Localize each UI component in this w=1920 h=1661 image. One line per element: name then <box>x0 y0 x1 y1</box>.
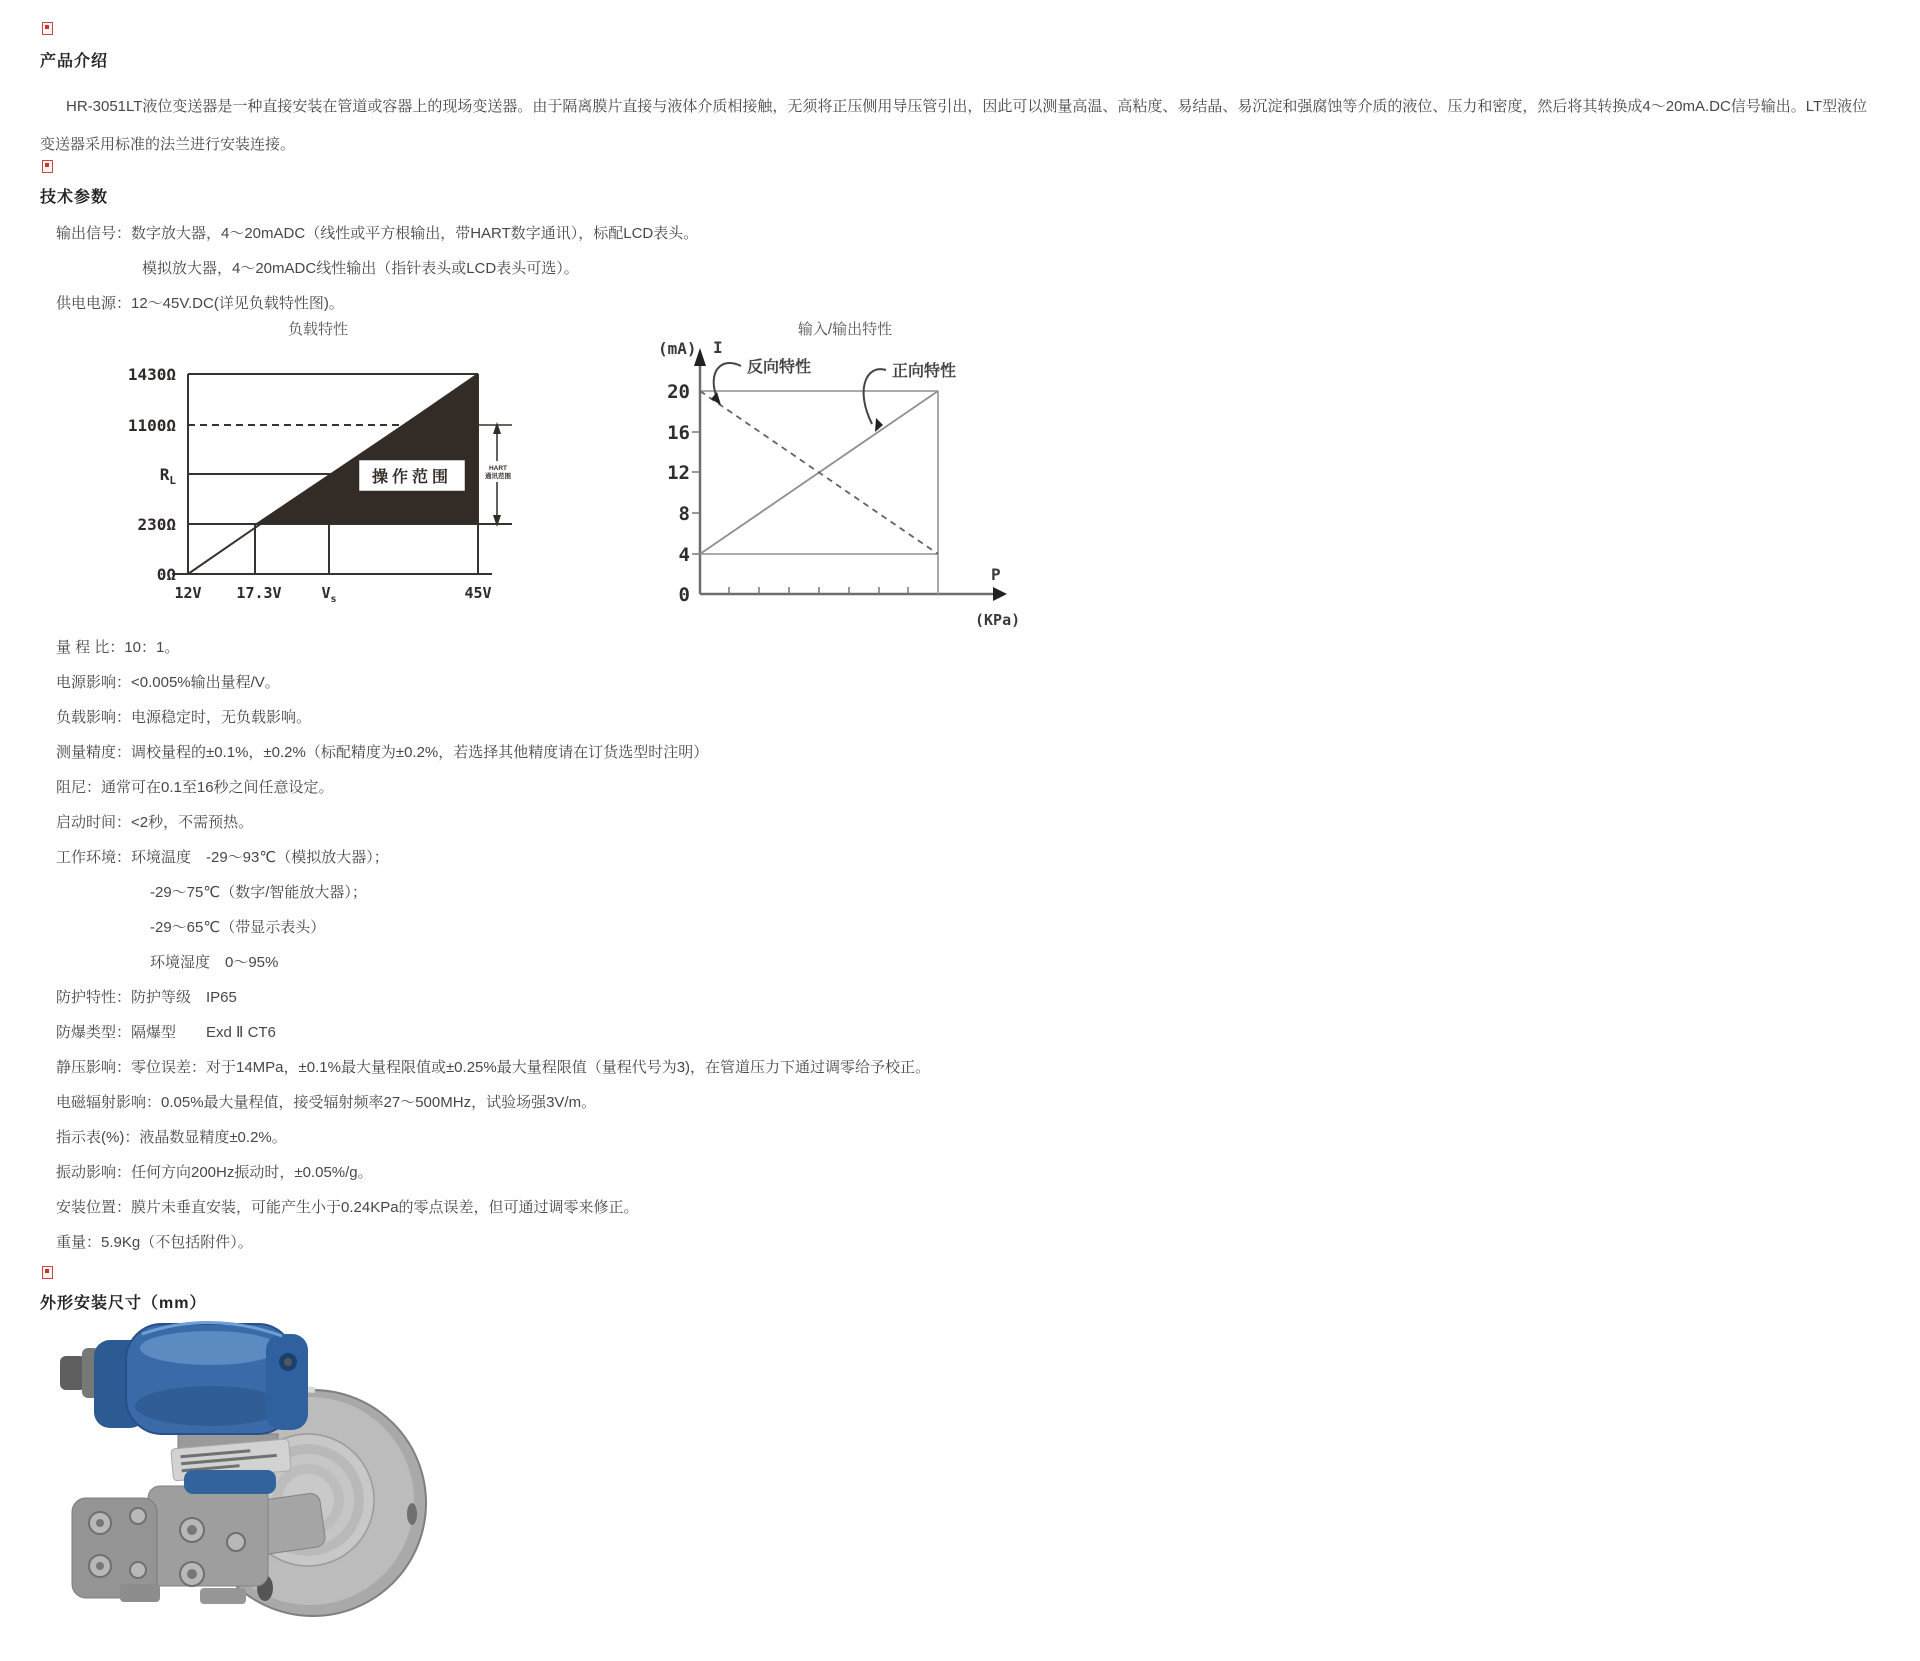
broken-image-icon <box>42 22 53 35</box>
section-title-tech: 技术参数 <box>40 189 109 206</box>
spec-line: 安装位置：膜片未垂直安装，可能产生小于0.24KPa的零点误差，但可通过调零来修正。 <box>56 1199 639 1216</box>
y-axis-unit: (mA) <box>658 339 697 358</box>
axes <box>700 358 993 594</box>
hart-label-line1: HART <box>488 465 508 472</box>
chart-title: 负载特性 <box>287 321 349 338</box>
tech-spec-lines-top <box>40 216 698 321</box>
intro-paragraph: HR-3051LT液位变送器是一种直接安装在管道或容器上的现场变送器。由于隔离膜片直接与液体介质相接触，无须将正压侧用导压管引出，因此可以测量高温、高粘度、易结晶、易沉淀和强腐蚀等介质的液位、压力和密度，然后将其转换成4～20mA.DC信号输出。LT型液位变送器采用标准的法兰进行安装连接。 <box>40 98 1868 153</box>
y-axis-labels <box>667 381 690 606</box>
broken-image-icon <box>42 1266 53 1279</box>
hart-range-annotation <box>481 422 515 527</box>
spec-line: 阻尼：通常可在0.1至16秒之间任意设定。 <box>56 779 334 796</box>
neck-and-nameplate <box>171 1434 291 1494</box>
product-photo-transmitter <box>60 1318 440 1660</box>
section-title-dimensions: 外形安装尺寸（mm） <box>40 1295 207 1312</box>
spec-line: 重量：5.9Kg（不包括附件）。 <box>56 1234 253 1251</box>
x-tick: 45V <box>464 584 492 602</box>
x-tick: 12V <box>174 584 202 602</box>
y-tick: 8 <box>678 503 690 525</box>
spec-line: 启动时间：<2秒，不需预热。 <box>56 814 254 831</box>
plot-lines <box>700 391 938 594</box>
spec-line: 防护特性：防护等级 IP65 <box>56 989 237 1006</box>
spec-line: 指示表(%)：液晶数显精度±0.2%。 <box>56 1129 287 1146</box>
tech-spec-lines-bottom <box>40 630 930 1260</box>
bolt-hole <box>407 1503 417 1525</box>
y-tick: 16 <box>667 422 690 444</box>
chart-title: 输入/输出特性 <box>797 321 893 338</box>
y-axis-labels <box>128 365 177 584</box>
y-tick: 0Ω <box>156 565 176 584</box>
x-axis-arrowhead <box>993 587 1007 601</box>
hart-label-line2: 通讯范围 <box>485 473 511 480</box>
spec-line: 静压影响：零位误差：对于14MPa，±0.1%最大量程限值或±0.25%最大量程限值（量程代号为3)，在管道压力下通过调零给予校正。 <box>56 1059 931 1076</box>
spec-line: 量 程 比：10：1。 <box>56 639 180 656</box>
input-output-characteristic-chart <box>545 312 1065 642</box>
spec-line: 负载影响：电源稳定时，无负载影响。 <box>56 709 312 726</box>
spec-line: 测量精度：调校量程的±0.1%，±0.2%（标配精度为±0.2%，若选择其他精度请在订货选型时注明） <box>56 744 709 761</box>
load-characteristic-chart <box>60 312 560 612</box>
y-tick: 1100Ω <box>127 416 176 435</box>
y-tick: 230Ω <box>137 515 176 534</box>
x-tick: $V_s$ <box>321 584 337 605</box>
spec-line: 输出信号：数字放大器，4～20mADC（线性或平方根输出，带HART数字通讯），标配LCD表头。 <box>56 225 699 242</box>
y-tick: $R_L$ <box>159 465 176 487</box>
y-tick: 4 <box>678 544 690 566</box>
y-tick: 20 <box>667 381 690 403</box>
y-tick: 0 <box>678 584 690 606</box>
spec-line: 振动影响：任何方向200Hz振动时，±0.05%/g。 <box>56 1164 373 1181</box>
y-tick: 1430Ω <box>127 365 176 384</box>
spec-line: -29～75℃（数字/智能放大器）； <box>150 884 367 901</box>
blue-housing <box>60 1322 308 1434</box>
broken-image-icon <box>42 160 53 173</box>
spec-line: -29～65℃（带显示表头） <box>150 919 326 936</box>
y-tick: 12 <box>667 462 690 484</box>
series-label-reverse: 反向特性 <box>747 359 812 376</box>
blue-collar <box>184 1470 276 1494</box>
tick-marks <box>692 432 908 594</box>
series-label-forward: 正向特性 <box>892 363 957 380</box>
forward-series-annotation <box>864 361 956 432</box>
spec-line: 防爆类型：隔爆型 Exd Ⅱ CT6 <box>56 1024 276 1041</box>
x-tick: 17.3V <box>236 584 282 602</box>
spec-line: 环境湿度 0～95% <box>150 954 279 971</box>
spec-line: 工作环境：环境温度 -29～93℃（模拟放大器）； <box>56 849 389 866</box>
operating-region-label: 操作范围 <box>371 469 453 486</box>
spec-line: 电源影响：<0.005%输出量程/V。 <box>56 674 280 691</box>
spec-line: 模拟放大器，4～20mADC线性输出（指针表头或LCD表头可选）。 <box>142 260 579 277</box>
x-axis-unit: (KPa) <box>975 611 1021 629</box>
x-axis-labels <box>174 584 491 605</box>
x-axis-symbol: P <box>991 565 1001 584</box>
y-axis-symbol: I <box>713 338 723 357</box>
reverse-series-annotation <box>711 357 811 405</box>
spec-line: 供电电源：12～45V.DC(详见负载特性图)。 <box>56 295 344 312</box>
spec-line: 电磁辐射影响：0.05%最大量程值，接受辐射频率27～500MHz，试验场强3V/m。 <box>56 1094 597 1111</box>
section-title-intro: 产品介绍 <box>40 53 109 70</box>
